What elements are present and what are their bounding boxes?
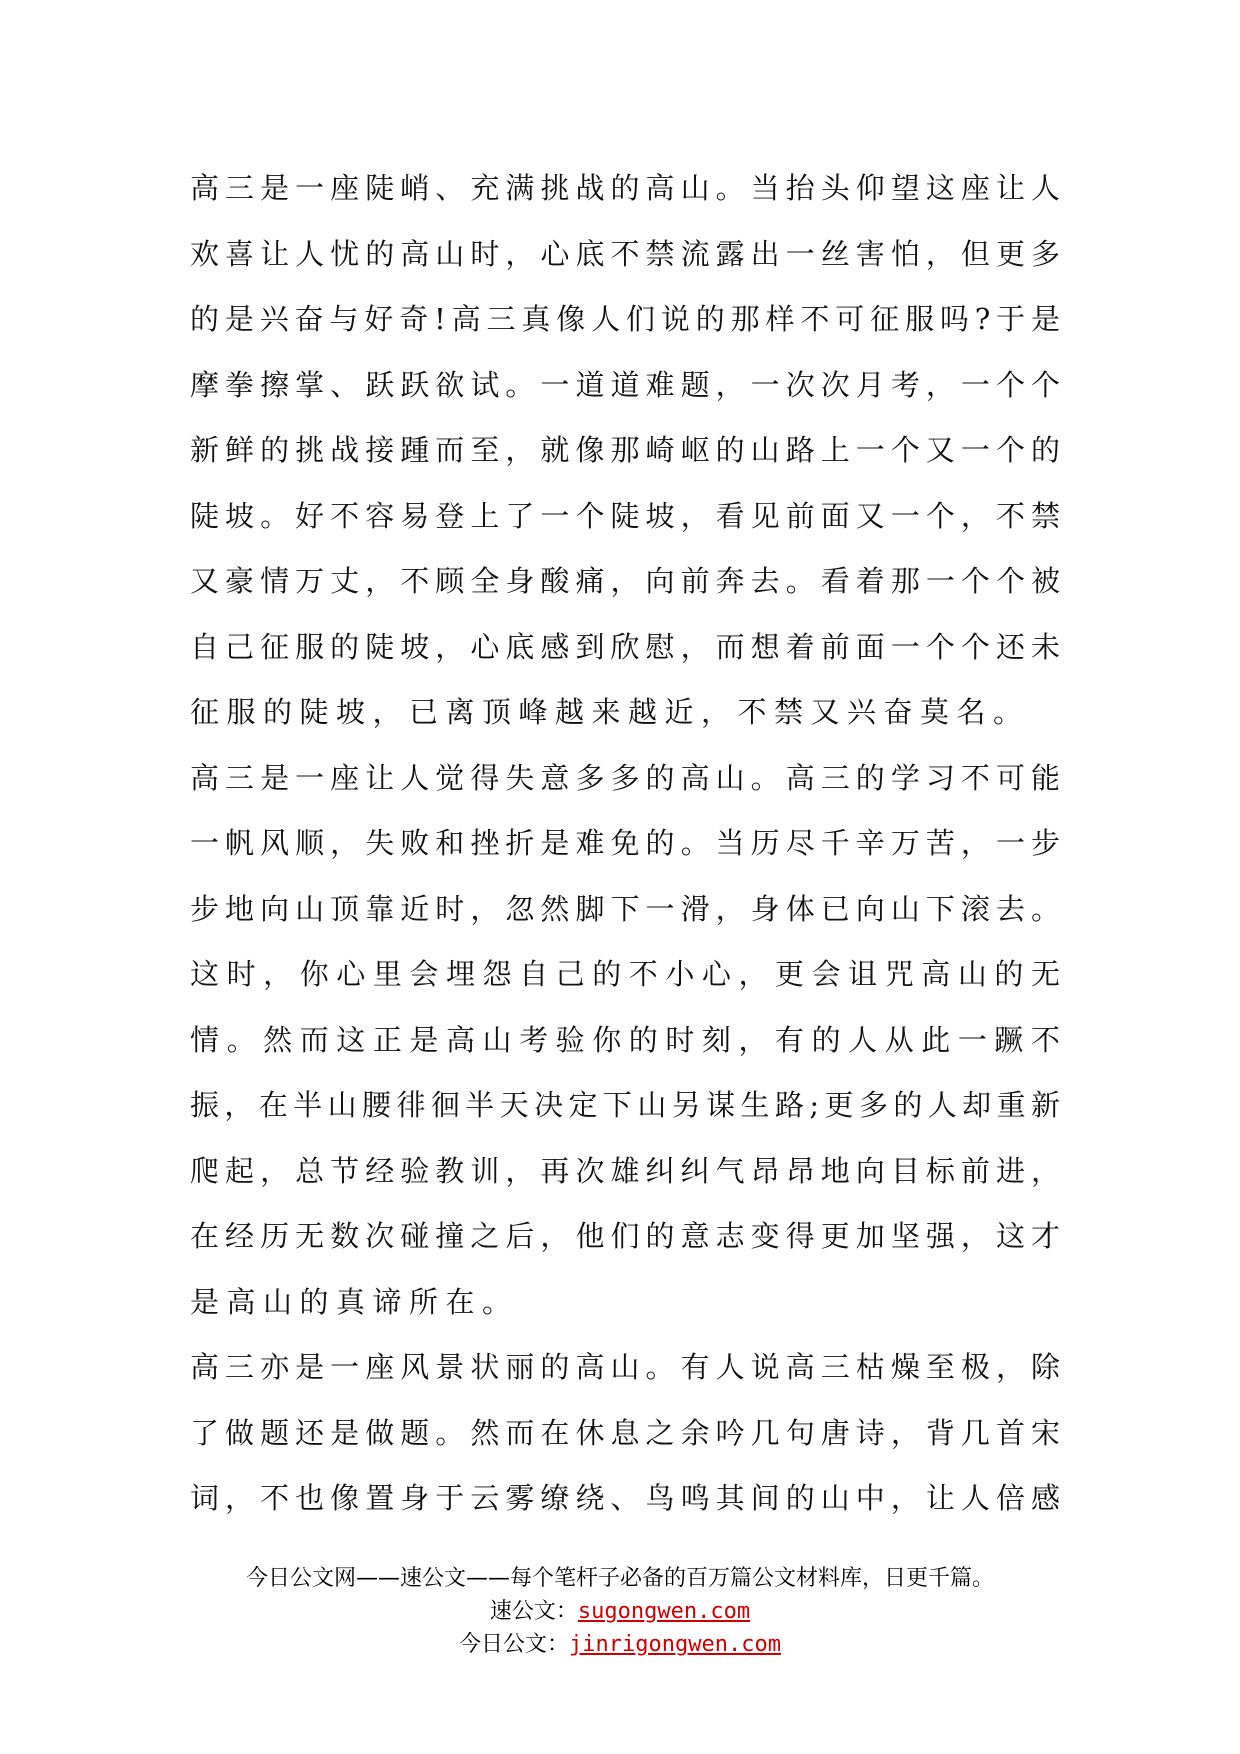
- text-line: 征服的陡坡，已离顶峰越来越近，不禁又兴奋莫名。: [190, 695, 1030, 729]
- text-line: 高三是一座让人觉得失意多多的高山。高三的学习不可能: [190, 760, 1060, 795]
- text-line: 是高山的真谛所在。: [190, 1284, 519, 1319]
- text-line: 又豪情万丈，不顾全身酸痛，向前奔去。看着那一个个被: [190, 564, 1060, 598]
- text-line: 词，不也像置身于云雾缭绕、鸟鸣其间的山中，让人倍感: [190, 1481, 1060, 1515]
- text-line: 振，在半山腰徘徊半天决定下山另谋生路;更多的人却重新: [190, 1088, 1060, 1122]
- footer-sugongwen: [0, 1595, 1240, 1628]
- text-line: 一帆风顺，失败和挫折是难免的。当历尽千辛万苦，一步: [190, 826, 1060, 860]
- text-line: 爬起，总节经验教训，再次雄纠纠气昂昂地向目标前进，: [190, 1153, 1060, 1188]
- text-line: 的是兴奋与好奇!高三真像人们说的那样不可征服吗?于是: [190, 302, 1060, 336]
- text-line: 自己征服的陡坡，心底感到欣慰，而想着前面一个个还未: [190, 629, 1060, 664]
- jinri-label: 今日公文：: [459, 1632, 570, 1657]
- text-line: 情。然而这正是高山考验你的时刻，有的人从此一蹶不: [190, 1022, 1060, 1057]
- text-line: 摩拳擦掌、跃跃欲试。一道道难题，一次次月考，一个个: [190, 367, 1060, 402]
- text-line: 陡坡。好不容易登上了一个陡坡，看见前面又一个，不禁: [190, 498, 1060, 533]
- jinri-link[interactable]: jinrigongwen.com: [569, 1632, 781, 1657]
- text-line: 在经历无数次碰撞之后，他们的意志变得更加坚强，这才: [190, 1219, 1060, 1253]
- sugongwen-link[interactable]: sugongwen.com: [577, 1599, 751, 1624]
- text-line: 高三是一座陡峭、充满挑战的高山。当抬头仰望这座让人: [190, 171, 1060, 205]
- body-text: [190, 156, 1060, 1532]
- sugongwen-label: 速公文：: [489, 1599, 578, 1624]
- footer-jinri: [0, 1628, 1240, 1661]
- paragraph: [190, 746, 1060, 1336]
- text-line: 这时，你心里会埋怨自己的不小心，更会诅咒高山的无: [190, 957, 1060, 991]
- text-line: 高三亦是一座风景状丽的高山。有人说高三枯燥至极，除: [190, 1350, 1060, 1384]
- footer: [0, 1562, 1240, 1661]
- paragraph: [190, 1335, 1060, 1532]
- text-line: 了做题还是做题。然而在休息之余吟几句唐诗，背几首宋: [190, 1415, 1060, 1450]
- text-line: 新鲜的挑战接踵而至，就像那崎岖的山路上一个又一个的: [190, 433, 1060, 467]
- text-line: 欢喜让人忧的高山时，心底不禁流露出一丝害怕，但更多: [190, 236, 1060, 271]
- footer-slogan: 今日公文网——速公文——每个笔杆子必备的百万篇公文材料库，日更千篇。: [245, 1566, 994, 1591]
- paragraph: [190, 156, 1060, 746]
- text-line: 步地向山顶靠近时，忽然脚下一滑，身体已向山下滚去。: [190, 891, 1060, 926]
